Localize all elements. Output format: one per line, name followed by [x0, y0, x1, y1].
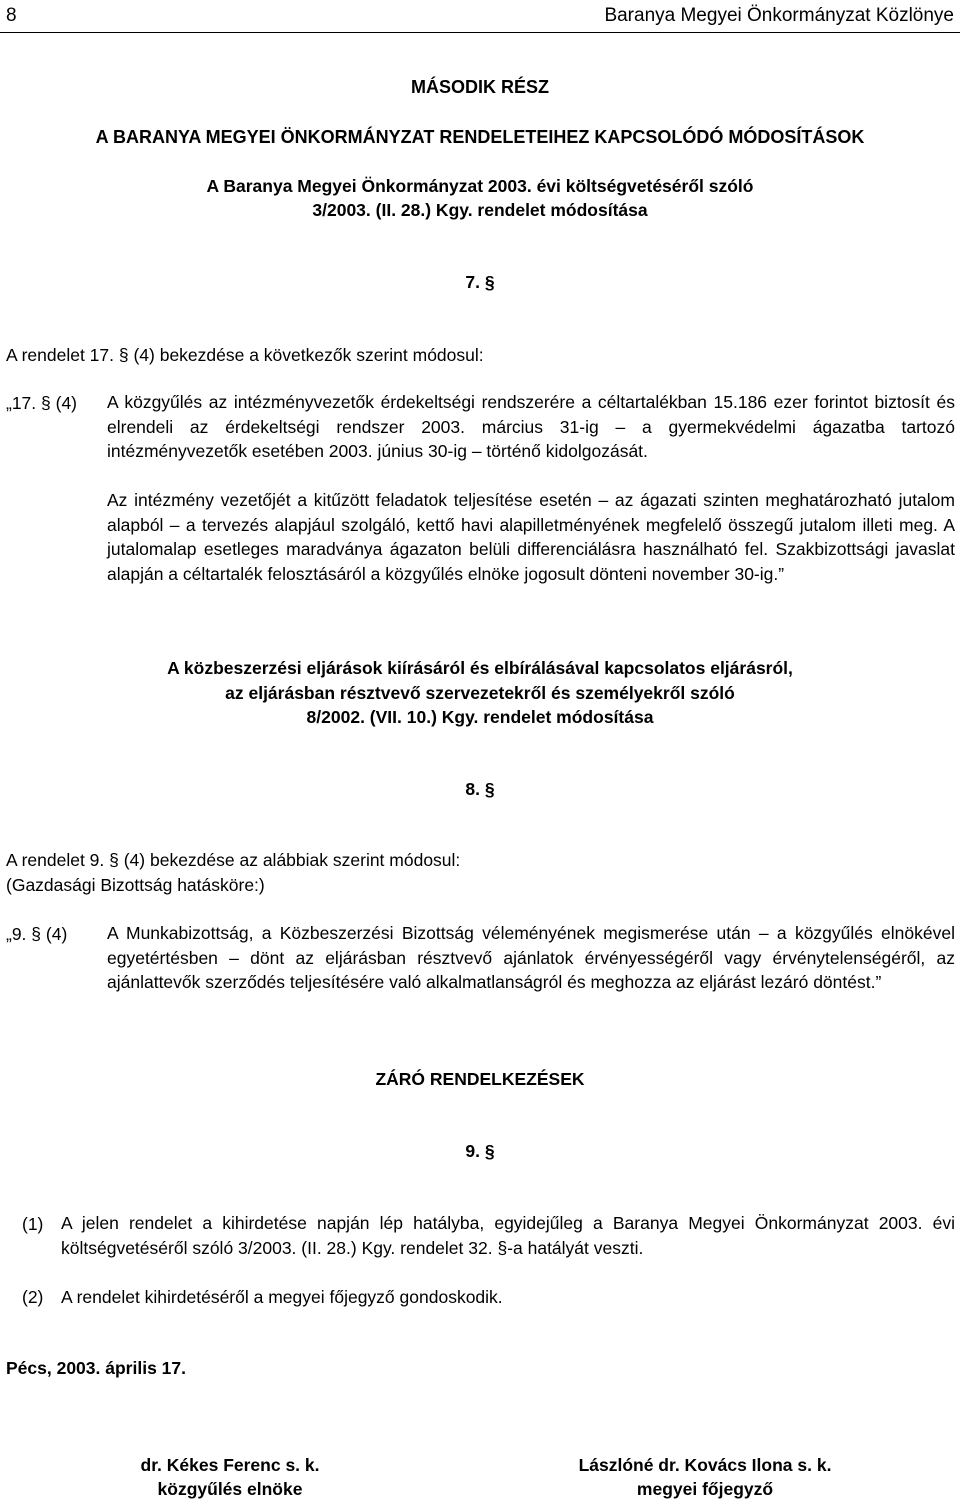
part-title: MÁSODIK RÉSZ [410, 77, 549, 97]
section1-paragraph-mark: 7. § [465, 272, 495, 292]
closing-title: ZÁRÓ RENDELKEZÉSEK [375, 1069, 585, 1089]
section2-clause-text: A Munkabizottság, a Közbeszerzési Bizottság véleményének megismerése után – a közgyűlés elnökével egyetértésben – dönt az eljárásban résztvevő ajánlatok érvényességéről vagy érvénytelenségéről, az ajánlattevők szerződés teljesítésére való alkalmatlanságról és meghozza az eljárást lezáró döntést.” [107, 923, 955, 992]
section2-title-line1: A közbeszerzési eljárások kiírásáról és elbírálásával kapcsolatos eljárásról, [167, 658, 793, 678]
section1-title-line1: A Baranya Megyei Önkormányzat 2003. évi költségvetéséről szóló [206, 176, 754, 196]
closing-paragraph-mark: 9. § [465, 1141, 495, 1161]
section1-title-line2: 3/2003. (II. 28.) Kgy. rendelet módosítása [312, 200, 648, 220]
section2-intro-line2: (Gazdasági Bizottság hatásköre:) [6, 875, 265, 895]
signature-name: Lászlóné dr. Kovács Ilona s. k. [578, 1455, 832, 1475]
section1-clause-text: A közgyűlés az intézményvezetők érdekeltségi rendszerére a céltartalékban 15.186 ezer forintot biztosít és elrendeli az érdekeltségi rendszer 2003. március 31-ig – a gyermekvédelmi ágazatba tartozó intézményvezetők esetében 2003. június 30-ig – történő kidolgozását. [107, 392, 955, 461]
closing-item-text: A jelen rendelet a kihirdetése napján lép hatályba, egyidejűleg a Baranya Megyei Önkormányzat 2003. évi költségvetéséről szóló 3/2003. (II. 28.) Kgy. rendelet 32. §-a hatályát veszti. [61, 1213, 955, 1258]
section2-clause-label: „9. § (4) [6, 924, 68, 944]
section1-intro: A rendelet 17. § (4) bekezdése a következők szerint módosul: [6, 345, 484, 365]
signature-role: közgyűlés elnöke [157, 1479, 303, 1499]
place-date: Pécs, 2003. április 17. [6, 1358, 186, 1378]
closing-item-label: (1) [22, 1214, 44, 1234]
closing-item-text: A rendelet kihirdetéséről a megyei főjegyző gondoskodik. [61, 1287, 503, 1307]
section2-title-line3: 8/2002. (VII. 10.) Kgy. rendelet módosítása [306, 707, 654, 727]
part-subtitle: A BARANYA MEGYEI ÖNKORMÁNYZAT RENDELETEIHEZ KAPCSOLÓDÓ MÓDOSÍTÁSOK [95, 127, 865, 147]
signature-role: megyei főjegyző [636, 1479, 774, 1499]
section1-body-text: Az intézmény vezetőjét a kitűzött feladatok teljesítése esetén – az ágazati szinten meghatározható jutalom alapból – a tervezés alapjául szolgáló, kettő havi alapilletményének megfelelő összegű jutalom illeti meg. A jutalomalap esetleges maradványa ágazaton belüli differenciálásra használható fel. Szakbizottsági javaslat alapján a céltartalék felosztásáról a közgyűlés elnöke jogosult dönteni november 30-ig.” [107, 490, 955, 584]
closing-item-label: (2) [22, 1287, 44, 1307]
header-divider [0, 32, 960, 33]
section2-paragraph-mark: 8. § [465, 779, 495, 799]
page-number: 8 [6, 5, 17, 26]
section2-intro-line1: A rendelet 9. § (4) bekezdése az alábbiak szerint módosul: [6, 850, 461, 870]
section1-clause-label: „17. § (4) [6, 393, 77, 413]
signature-name: dr. Kékes Ferenc s. k. [140, 1455, 320, 1475]
section2-title-line2: az eljárásban résztvevő szervezetekről és személyekről szóló [225, 683, 735, 703]
publication-title: Baranya Megyei Önkormányzat Közlönye [604, 5, 954, 26]
